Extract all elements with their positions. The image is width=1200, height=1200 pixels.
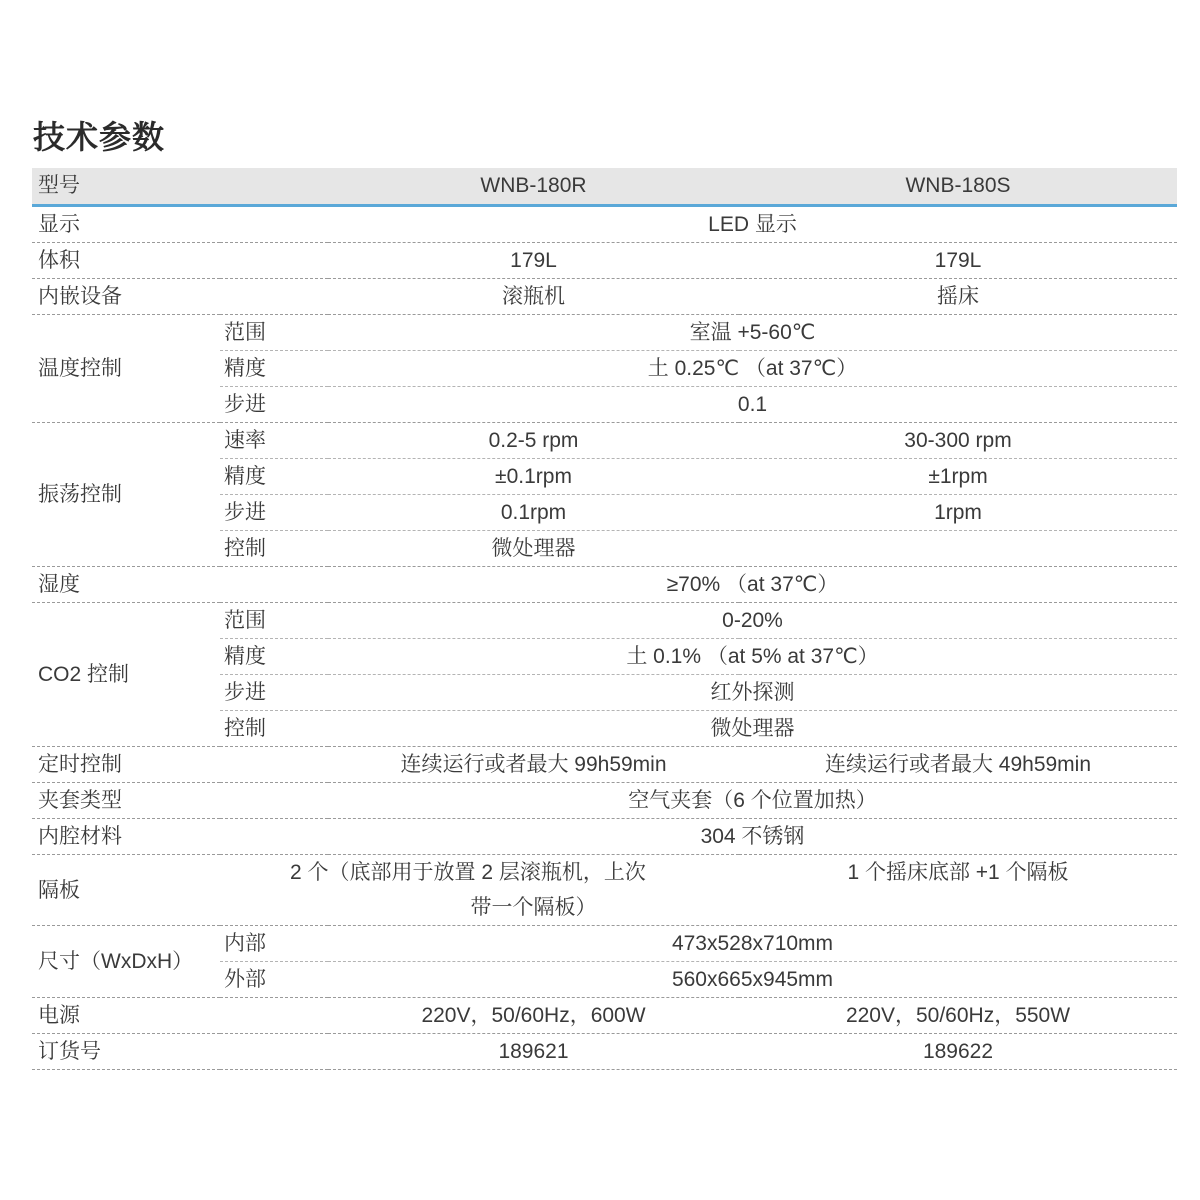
co2-step-label: 步进	[220, 675, 328, 711]
table-header-row	[32, 168, 1177, 206]
table-row	[32, 819, 1177, 855]
co2-range-label: 范围	[220, 603, 328, 639]
row-label-shelf: 隔板	[32, 855, 328, 926]
header-model-s: WNB-180S	[739, 168, 1177, 206]
header-model-r: WNB-180R	[328, 168, 739, 206]
power-r: 220V，50/60Hz，600W	[328, 998, 739, 1034]
chamber-value: 304 不锈钢	[328, 819, 1177, 855]
temp-range-label: 范围	[220, 315, 328, 351]
co2-range: 0-20%	[328, 603, 1177, 639]
shake-control-r: 微处理器	[328, 531, 739, 567]
table-row	[32, 279, 1177, 315]
co2-control: 微处理器	[328, 711, 1177, 747]
row-label-co2: CO2 控制	[32, 603, 220, 747]
shake-speed-r: 0.2-5 rpm	[328, 423, 739, 459]
table-row	[32, 423, 1177, 459]
table-row	[32, 1034, 1177, 1070]
order-r: 189621	[328, 1034, 739, 1070]
shake-accuracy-label: 精度	[220, 459, 328, 495]
table-row	[32, 206, 1177, 243]
row-label-order: 订货号	[32, 1034, 328, 1070]
table-row	[32, 567, 1177, 603]
row-label-shake: 振荡控制	[32, 423, 220, 567]
jacket-value: 空气夹套（6 个位置加热）	[328, 783, 1177, 819]
row-label-jacket: 夹套类型	[32, 783, 328, 819]
shake-step-r: 0.1rpm	[328, 495, 739, 531]
table-row	[32, 747, 1177, 783]
volume-r: 179L	[328, 243, 739, 279]
row-label-chamber: 内腔材料	[32, 819, 328, 855]
spec-table	[32, 168, 1177, 1070]
embedded-s: 摇床	[739, 279, 1177, 315]
timer-s: 连续运行或者最大 49h59min	[739, 747, 1177, 783]
table-row	[32, 855, 1177, 926]
co2-control-label: 控制	[220, 711, 328, 747]
row-label-size: 尺寸（WxDxH）	[32, 926, 220, 998]
shelf-s: 1 个摇床底部 +1 个隔板	[739, 855, 1177, 926]
shake-accuracy-r: ±0.1rpm	[328, 459, 739, 495]
table-row	[32, 926, 1177, 962]
header-label: 型号	[32, 168, 328, 206]
row-label-power: 电源	[32, 998, 328, 1034]
row-label-display: 显示	[32, 206, 328, 243]
shelf-r-line1: 2 个（底部用于放置 2 层滚瓶机，上次	[290, 861, 646, 884]
shake-step-s: 1rpm	[739, 495, 1177, 531]
volume-s: 179L	[739, 243, 1177, 279]
size-inner: 473x528x710mm	[328, 926, 1177, 962]
temp-step: 0.1	[328, 387, 1177, 423]
shake-speed-s: 30-300 rpm	[739, 423, 1177, 459]
row-label-volume: 体积	[32, 243, 328, 279]
size-outer-label: 外部	[220, 962, 328, 998]
page-title: 技术参数	[33, 118, 166, 156]
temp-accuracy: 土 0.25℃ （at 37℃）	[328, 351, 1177, 387]
order-s: 189622	[739, 1034, 1177, 1070]
row-label-humidity: 湿度	[32, 567, 328, 603]
size-inner-label: 内部	[220, 926, 328, 962]
shake-speed-label: 速率	[220, 423, 328, 459]
table-row	[32, 783, 1177, 819]
co2-accuracy: 土 0.1% （at 5% at 37℃）	[328, 639, 1177, 675]
shake-control-s	[739, 531, 1177, 567]
shelf-r-line2: 带一个隔板）	[470, 896, 597, 919]
size-outer: 560x665x945mm	[328, 962, 1177, 998]
row-label-embedded: 内嵌设备	[32, 279, 328, 315]
humidity-value: ≥70% （at 37℃）	[328, 567, 1177, 603]
timer-r: 连续运行或者最大 99h59min	[328, 747, 739, 783]
temp-accuracy-label: 精度	[220, 351, 328, 387]
table-row	[32, 315, 1177, 351]
temp-step-label: 步进	[220, 387, 328, 423]
embedded-r: 滚瓶机	[328, 279, 739, 315]
table-row	[32, 998, 1177, 1034]
temp-range: 室温 +5-60℃	[328, 315, 1177, 351]
co2-step: 红外探测	[328, 675, 1177, 711]
row-label-temp: 温度控制	[32, 315, 220, 423]
table-row	[32, 243, 1177, 279]
co2-accuracy-label: 精度	[220, 639, 328, 675]
row-label-timer: 定时控制	[32, 747, 328, 783]
display-value: LED 显示	[328, 206, 1177, 243]
shake-control-label: 控制	[220, 531, 328, 567]
power-s: 220V，50/60Hz，550W	[739, 998, 1177, 1034]
table-row	[32, 603, 1177, 639]
shake-step-label: 步进	[220, 495, 328, 531]
shake-accuracy-s: ±1rpm	[739, 459, 1177, 495]
shelf-r	[290, 855, 739, 926]
